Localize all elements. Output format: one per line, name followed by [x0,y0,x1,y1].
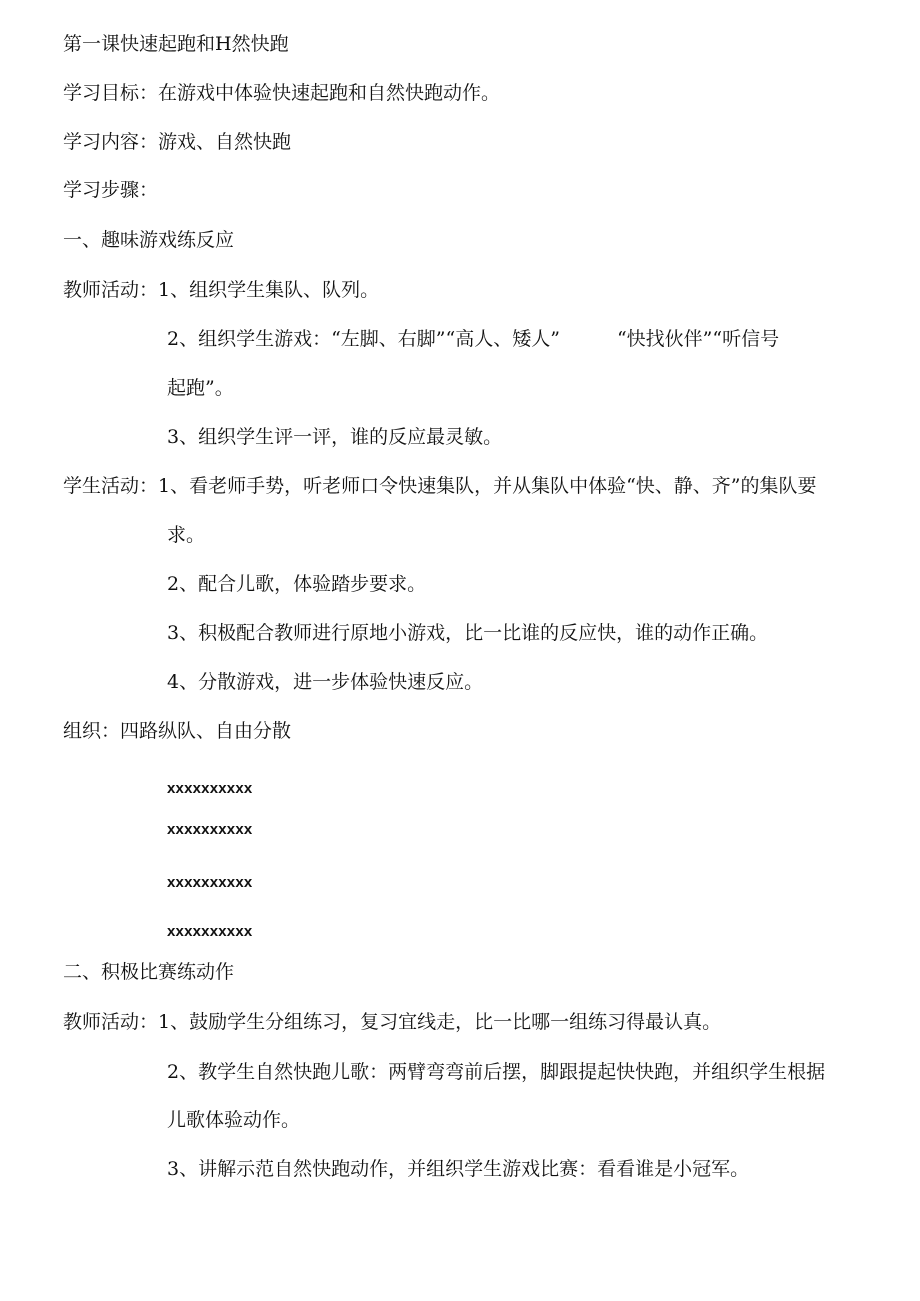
section1-organization: 组织：四路纵队、自由分散 [63,720,292,742]
section1-teacher-item1: 教师活动：1、组织学生集队、队列。 [63,279,380,301]
section1-student-item4: 4、分散游戏，进一步体验快速反应。 [167,671,484,693]
formation-row: xxxxxxxxxx [167,780,253,797]
section2-heading: 二、积极比赛练动作 [63,961,235,983]
section2-teacher-item2-line1: 2、教学生自然快跑儿歌：两臂弯弯前后摆，脚跟提起快快跑，并组织学生根据 [167,1061,826,1083]
formation-row: xxxxxxxxxx [167,923,253,940]
formation-row: xxxxxxxxxx [167,821,253,838]
section2-teacher-item3: 3、讲解示范自然快跑动作，并组织学生游戏比赛：看看谁是小冠军。 [167,1158,750,1180]
section1-teacher-item2-line1: 2、组织学生游戏：“左脚、右脚”“高人、矮人” “快找伙伴”“听信号 [167,328,780,350]
section1-teacher-item3: 3、组织学生评一评，谁的反应最灵敏。 [167,426,503,448]
section1-student-item3: 3、积极配合教师进行原地小游戏，比一比谁的反应快，谁的动作正确。 [167,622,769,644]
section1-heading: 一、趣味游戏练反应 [63,229,235,251]
section1-student-item1-line2: 求。 [167,524,206,546]
steps-heading: 学习步骤： [63,179,159,201]
learning-content: 学习内容：游戏、自然快跑 [63,131,292,153]
section2-teacher-item2-line2: 儿歌体验动作。 [167,1109,301,1131]
section2-teacher-item1: 教师活动：1、鼓励学生分组练习，复习宜线走，比一比哪一组练习得最认真。 [63,1011,722,1033]
section1-teacher-item2-line2: 起跑”。 [167,377,234,399]
formation-row: xxxxxxxxxx [167,874,253,891]
learning-objective: 学习目标：在游戏中体验快速起跑和自然快跑动作。 [63,82,501,104]
lesson-title: 第一课快速起跑和H然快跑 [63,33,289,55]
section1-student-item2: 2、配合儿歌，体验踏步要求。 [167,573,427,595]
section1-student-item1-line1: 学生活动：1、看老师手势，听老师口令快速集队，并从集队中体验“快、静、齐”的集队要 [63,475,817,497]
